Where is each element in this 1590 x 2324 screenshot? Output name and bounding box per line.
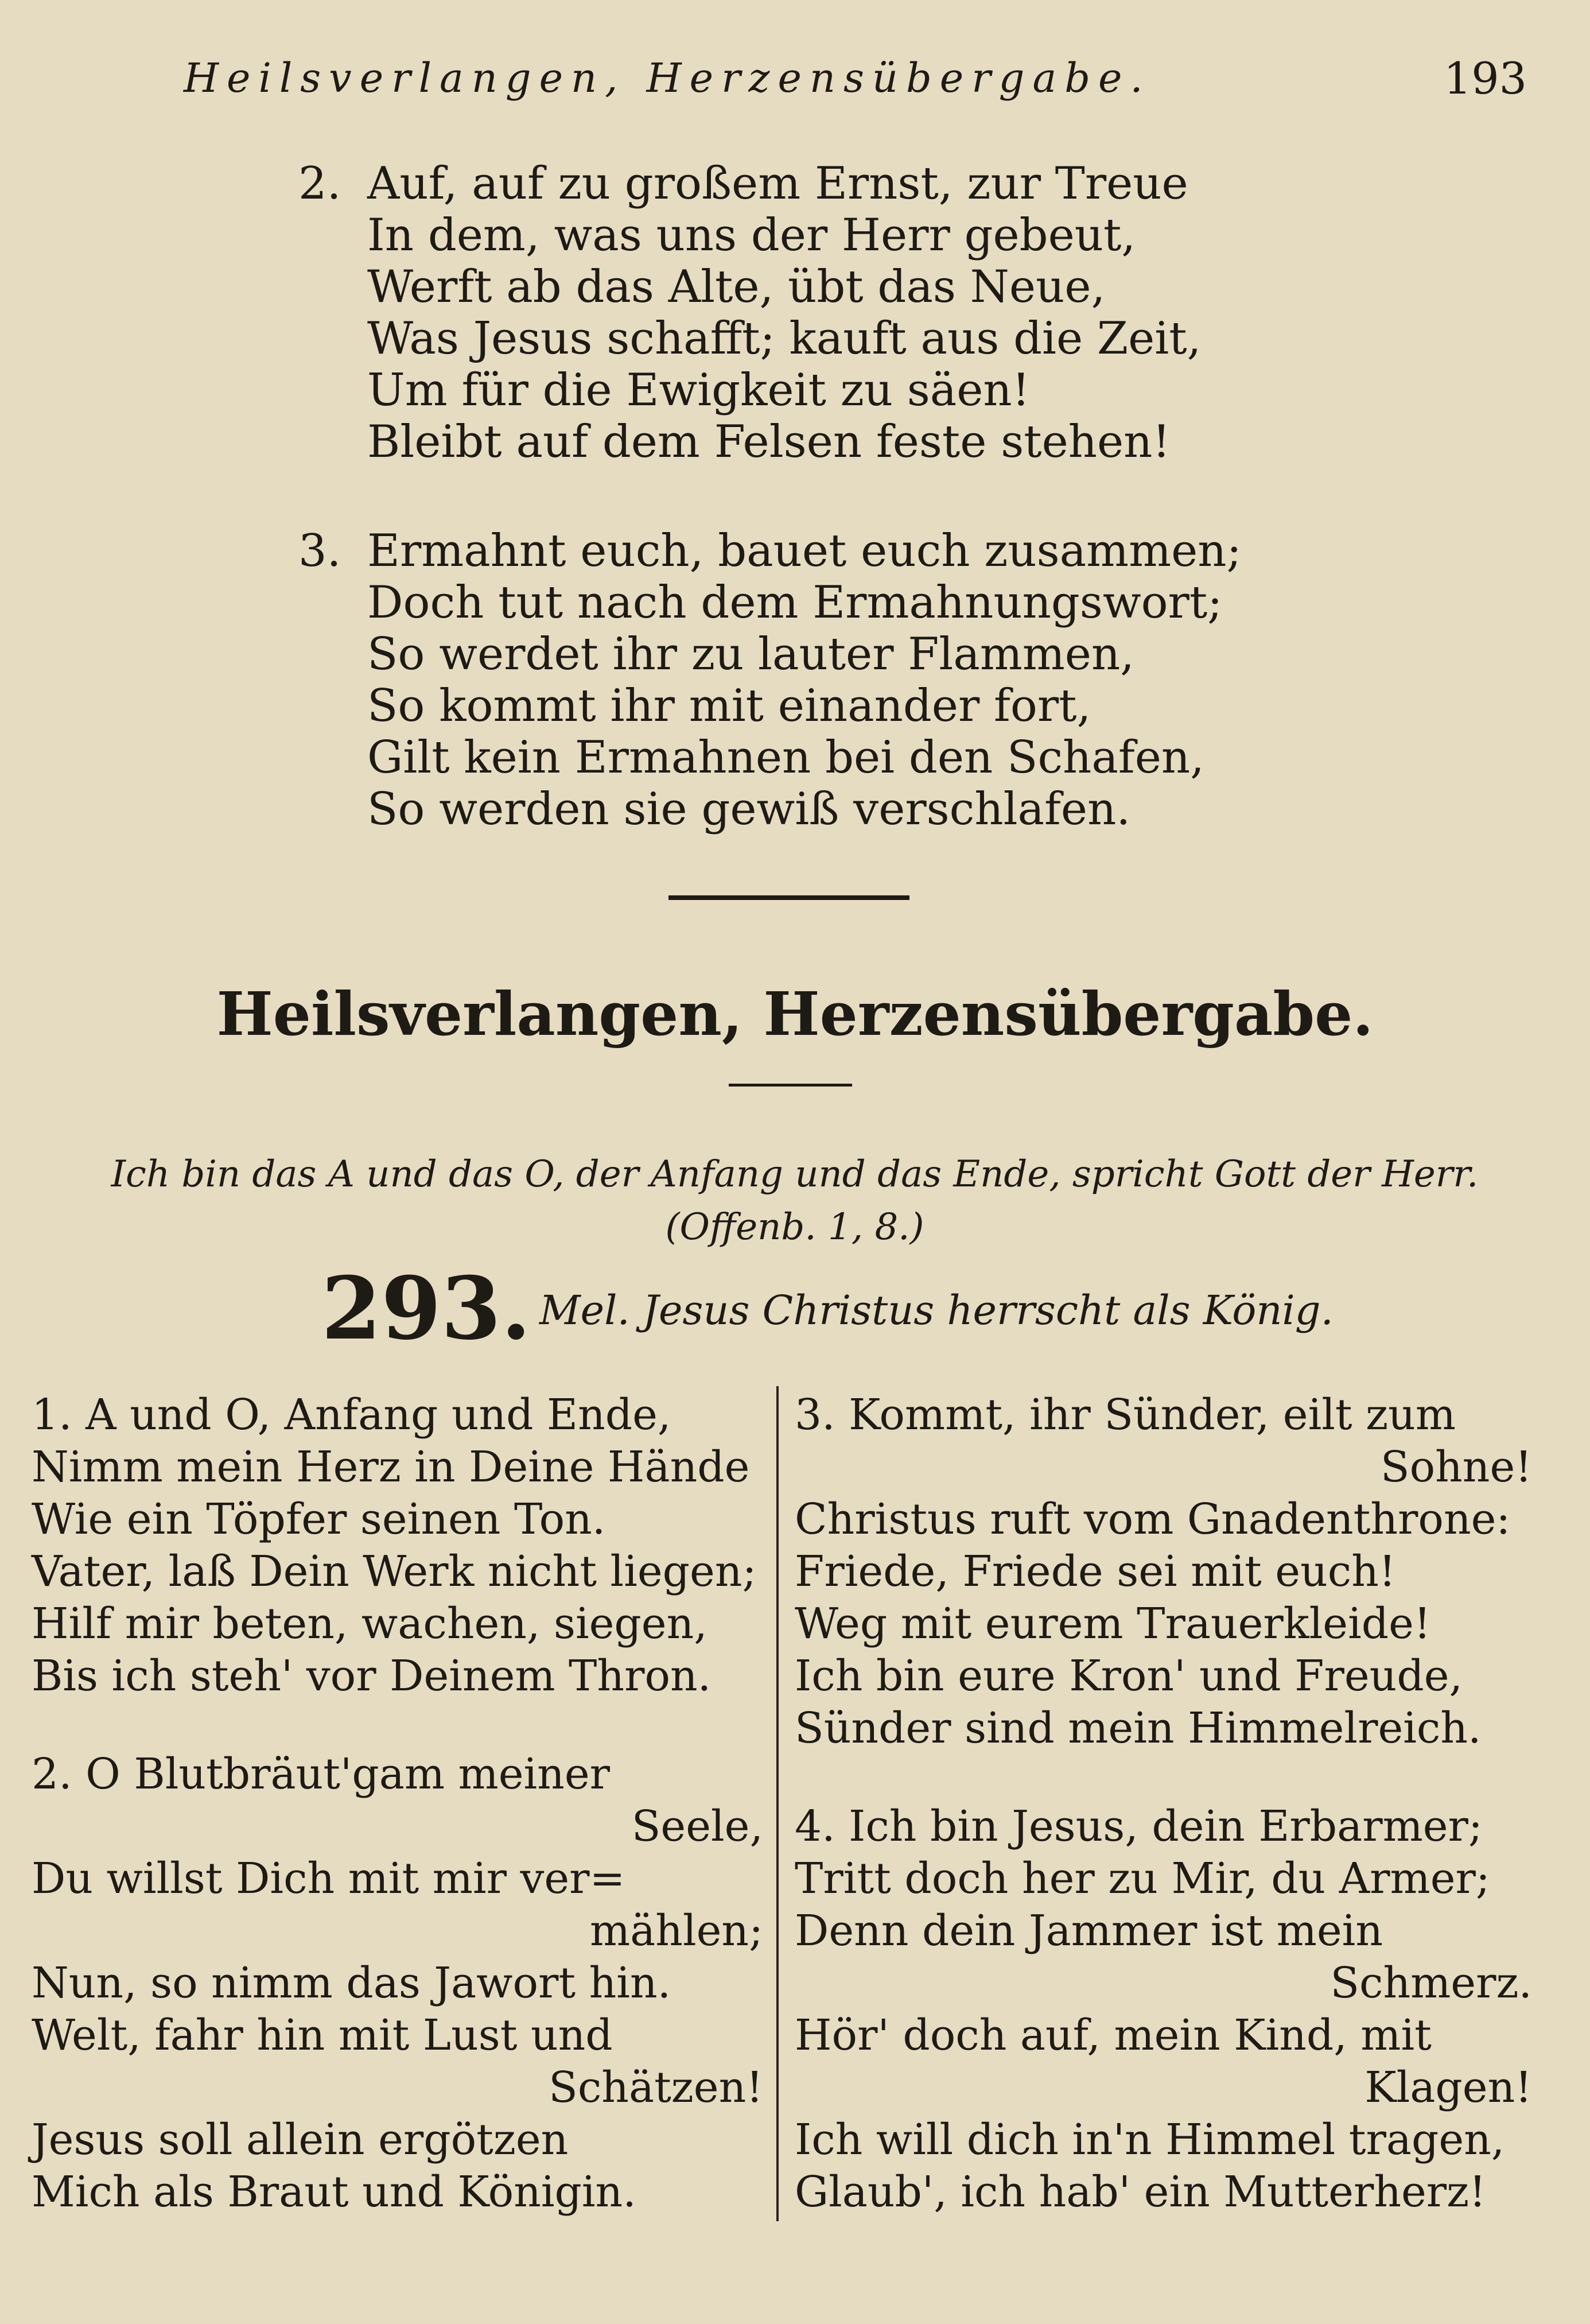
- top-verse-2: [298, 158, 1202, 468]
- stanza-2: [32, 1748, 763, 2218]
- title-underline: [729, 1084, 852, 1087]
- scripture-quote: [34, 1148, 1555, 1254]
- running-head: Heilsverlangen, Herzensübergabe.: [184, 55, 1151, 102]
- verse-line: So kommt ihr mit einander fort,: [367, 680, 1091, 732]
- stanza-line: Bis ich steh' vor Deinem Thron.: [32, 1651, 712, 1701]
- stanza-line: Sünder sind mein Himmelreich.: [795, 1704, 1482, 1753]
- stanza-line: Weg mit eurem Trauerkleide!: [795, 1599, 1431, 1648]
- stanza-line: Jesus soll allein ergötzen: [32, 2115, 569, 2164]
- stanza-line: 3. Kommt, ihr Sünder, eilt zum: [795, 1390, 1456, 1440]
- stanza-line: Tritt doch her zu Mir, du Armer;: [795, 1854, 1490, 1903]
- melody-note: Mel. Jesus Christus herrscht als König.: [539, 1287, 1334, 1334]
- stanza-line: 1. A und O, Anfang und Ende,: [32, 1390, 671, 1440]
- section-title: Heilsverlangen, Herzensübergabe.: [216, 979, 1374, 1049]
- left-column: [32, 1389, 763, 2264]
- stanza-line: Christus ruft vom Gnadenthrone:: [795, 1495, 1511, 1544]
- stanza-line: Seele,: [631, 1802, 763, 1851]
- verse-line: Um für die Ewigkeit zu säen!: [367, 364, 1030, 416]
- verse-line: Werft ab das Alte, übt das Neue,: [367, 261, 1106, 313]
- scripture-reference: (Offenb. 1, 8.): [665, 1206, 924, 1248]
- stanza-line: Klagen!: [1364, 2063, 1532, 2112]
- stanza-4: [795, 1801, 1532, 2218]
- stanza-line: Vater, laß Dein Werk nicht liegen;: [32, 1547, 757, 1596]
- stanza-line: Schätzen!: [549, 2063, 763, 2112]
- stanza-line: Glaub', ich hab' ein Mutterherz!: [795, 2167, 1486, 2217]
- stanza-line: Schmerz.: [1330, 1958, 1532, 2008]
- stanza-line: Ich will dich in'n Himmel tragen,: [795, 2115, 1505, 2164]
- stanza-line: Sohne!: [1380, 1442, 1532, 1492]
- top-verse-3: [298, 525, 1242, 835]
- stanza-1: [32, 1389, 763, 1702]
- stanza-line: Friede, Friede sei mit euch!: [795, 1547, 1396, 1596]
- stanza-line: Wie ein Töpfer seinen Ton.: [32, 1495, 606, 1544]
- stanza-line: mählen;: [590, 1906, 763, 1956]
- verse-line: In dem, was uns der Herr gebeut,: [367, 209, 1136, 261]
- section-divider: [668, 895, 909, 900]
- verse-number: 2.: [298, 158, 341, 209]
- stanza-3: [795, 1389, 1532, 1755]
- stanza-line: Nimm mein Herz in Deine Hände: [32, 1442, 750, 1492]
- verse-line: Gilt kein Ermahnen bei den Schafen,: [367, 732, 1204, 783]
- stanza-line: 4. Ich bin Jesus, dein Erbarmer;: [795, 1802, 1483, 1851]
- stanza-line: Welt, fahr hin mit Lust und: [32, 2011, 613, 2060]
- page-number: 193: [1443, 53, 1527, 104]
- stanza-line: 2. O Blutbräut'gam meiner: [32, 1749, 610, 1799]
- right-column: [795, 1389, 1532, 2264]
- column-divider: [776, 1386, 779, 2221]
- verse-line: Bleibt auf dem Felsen feste stehen!: [367, 416, 1171, 468]
- verse-line: Auf, auf zu großem Ernst, zur Treue: [367, 158, 1188, 209]
- verse-line: So werden sie gewiß verschlafen.: [367, 783, 1131, 835]
- verse-line: So werdet ihr zu lauter Flammen,: [367, 628, 1134, 680]
- verse-number: 3.: [298, 525, 341, 577]
- stanza-line: Nun, so nimm das Jawort hin.: [32, 1958, 671, 2008]
- stanza-line: Mich als Braut und Königin.: [32, 2167, 636, 2217]
- stanza-line: Ich bin eure Kron' und Freude,: [795, 1651, 1463, 1701]
- stanza-line: Hilf mir beten, wachen, siegen,: [32, 1599, 707, 1648]
- verse-line: Ermahnt euch, bauet euch zusammen;: [367, 525, 1242, 577]
- stanza-line: Denn dein Jammer ist mein: [795, 1906, 1383, 1956]
- stanza-line: Du willst Dich mit mir ver=: [32, 1854, 625, 1903]
- hymn-number: 293.: [321, 1258, 531, 1359]
- scripture-text: Ich bin das A und das O, der Anfang und das Ende, spricht Gott der Herr.: [111, 1153, 1479, 1196]
- verse-line: Was Jesus schafft; kauft aus die Zeit,: [367, 313, 1202, 364]
- verse-line: Doch tut nach dem Ermahnungswort;: [367, 577, 1223, 628]
- stanza-line: Hör' doch auf, mein Kind, mit: [795, 2011, 1432, 2060]
